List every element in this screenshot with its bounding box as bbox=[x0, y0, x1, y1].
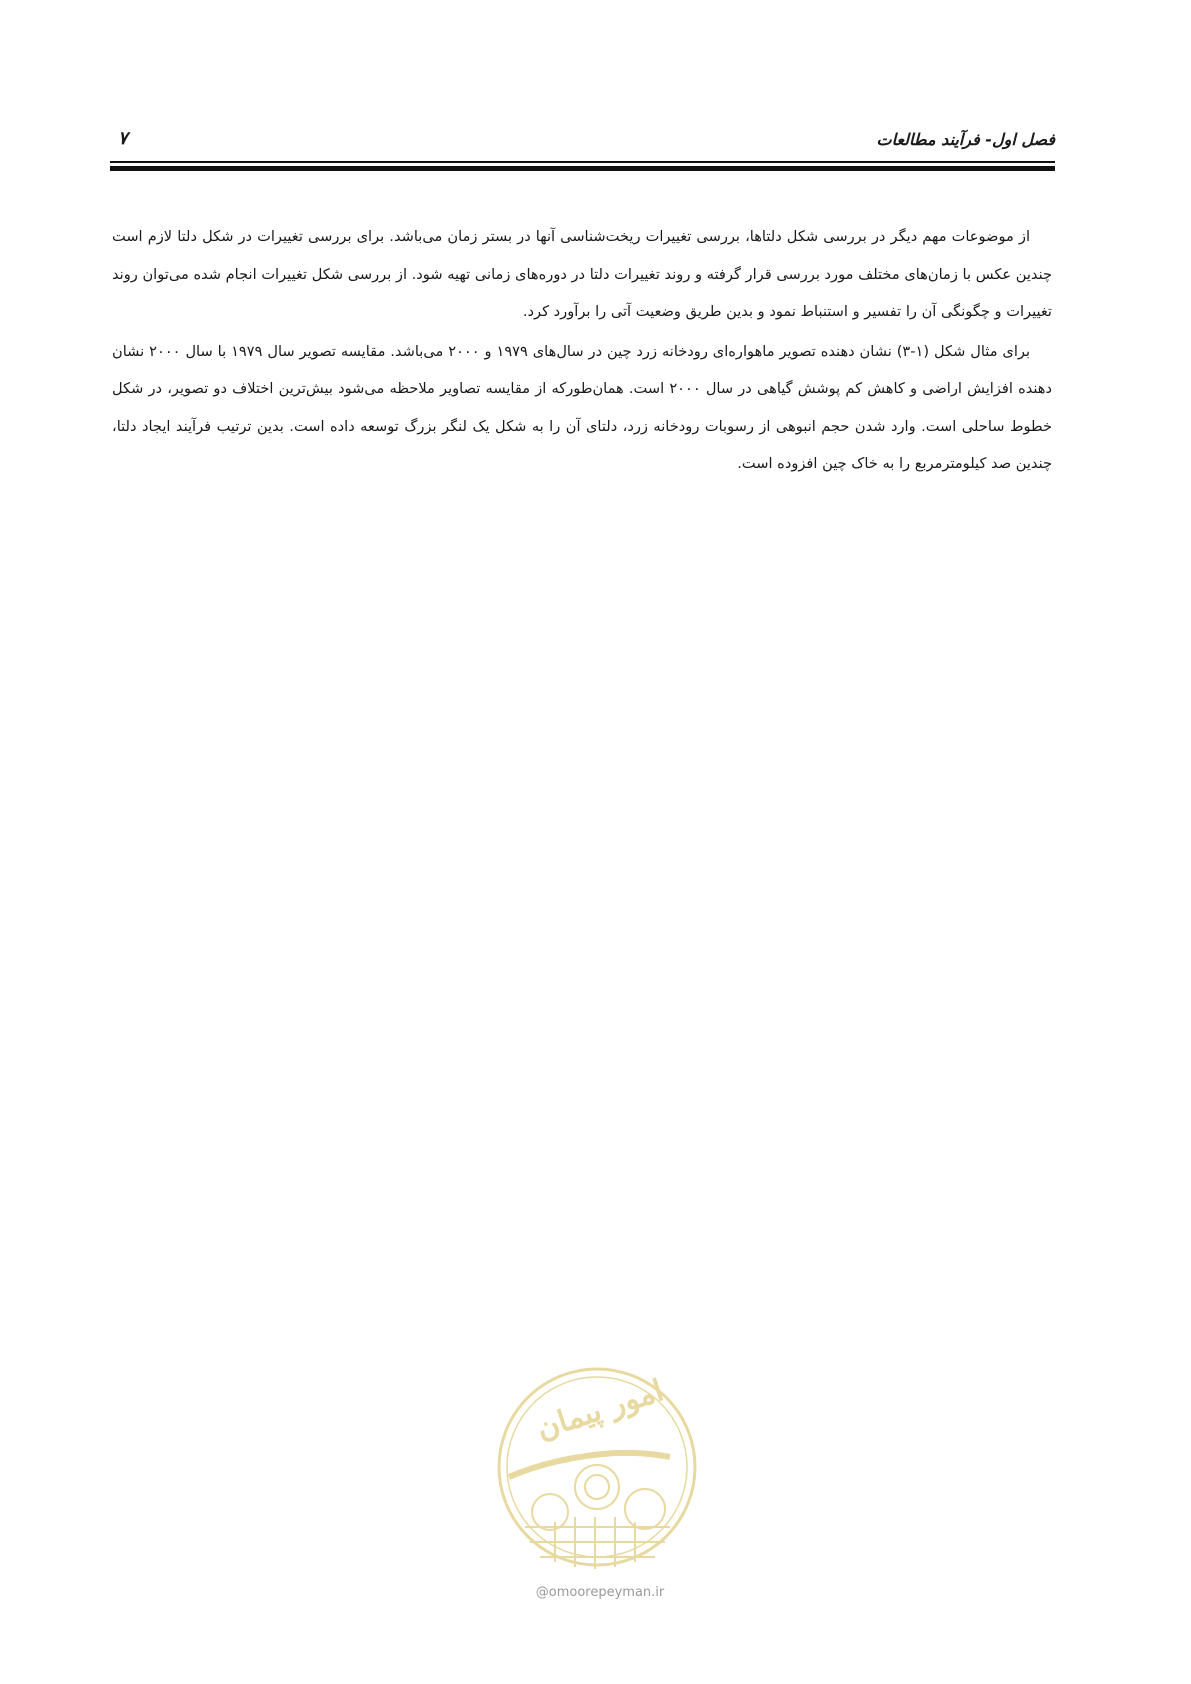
body-text bbox=[112, 218, 1052, 485]
header-rule-thick bbox=[110, 166, 1055, 171]
watermark-logo bbox=[495, 1357, 700, 1579]
watermark-logo-text: امور پیمان bbox=[532, 1373, 668, 1447]
header-rule-thin bbox=[110, 161, 1055, 163]
watermark-url: @omoorepeyman.ir bbox=[535, 1585, 665, 1600]
page-number: ۷ bbox=[118, 128, 128, 149]
paragraph-2: برای مثال شکل (۱-۳) نشان دهنده تصویر ماهواره‌ای رودخانه زرد چین در سال‌های ۱۹۷۹ و ۲۰۰۰ می‌باشد. مقایسه تصویر سال ۱۹۷۹ با سال ۲۰۰۰ نشان دهنده افزایش اراضی و کاهش کم پوشش گیاهی در سال ۲۰۰۰ است. همان‌طورکه از مقایسه تصاویر ملاحظه می‌شود بیش‌ترین اختلاف دو تصویر، در شکل خطوط ساحلی است. وارد شدن حجم انبوهی از رسوبات رودخانه زرد، دلتای آن را به شکل یک لنگر بزرگ توسعه داده است. بدین ترتیب فرآیند ایجاد دلتا، چندین صد کیلومترمربع را به خاک چین افزوده است. bbox=[112, 342, 1052, 472]
paragraph-1: از موضوعات مهم دیگر در بررسی شکل دلتاها، بررسی تغییرات ریخت‌شناسی آنها در بستر زمان می‌باشد. برای بررسی تغییرات در شکل دلتا لازم است چندین عکس با زمان‌های مختلف مورد بررسی قرار گرفته و روند تغییرات دلتا در دوره‌های زمانی تهیه شود. از بررسی شکل تغییرات انجام شده می‌توان روند تغییرات و چگونگی آن را تفسیر و استنباط نمود و بدین طریق وضعیت آتی را برآورد کرد. bbox=[112, 228, 1052, 320]
chapter-title: فصل اول- فرآیند مطالعات bbox=[876, 130, 1055, 149]
